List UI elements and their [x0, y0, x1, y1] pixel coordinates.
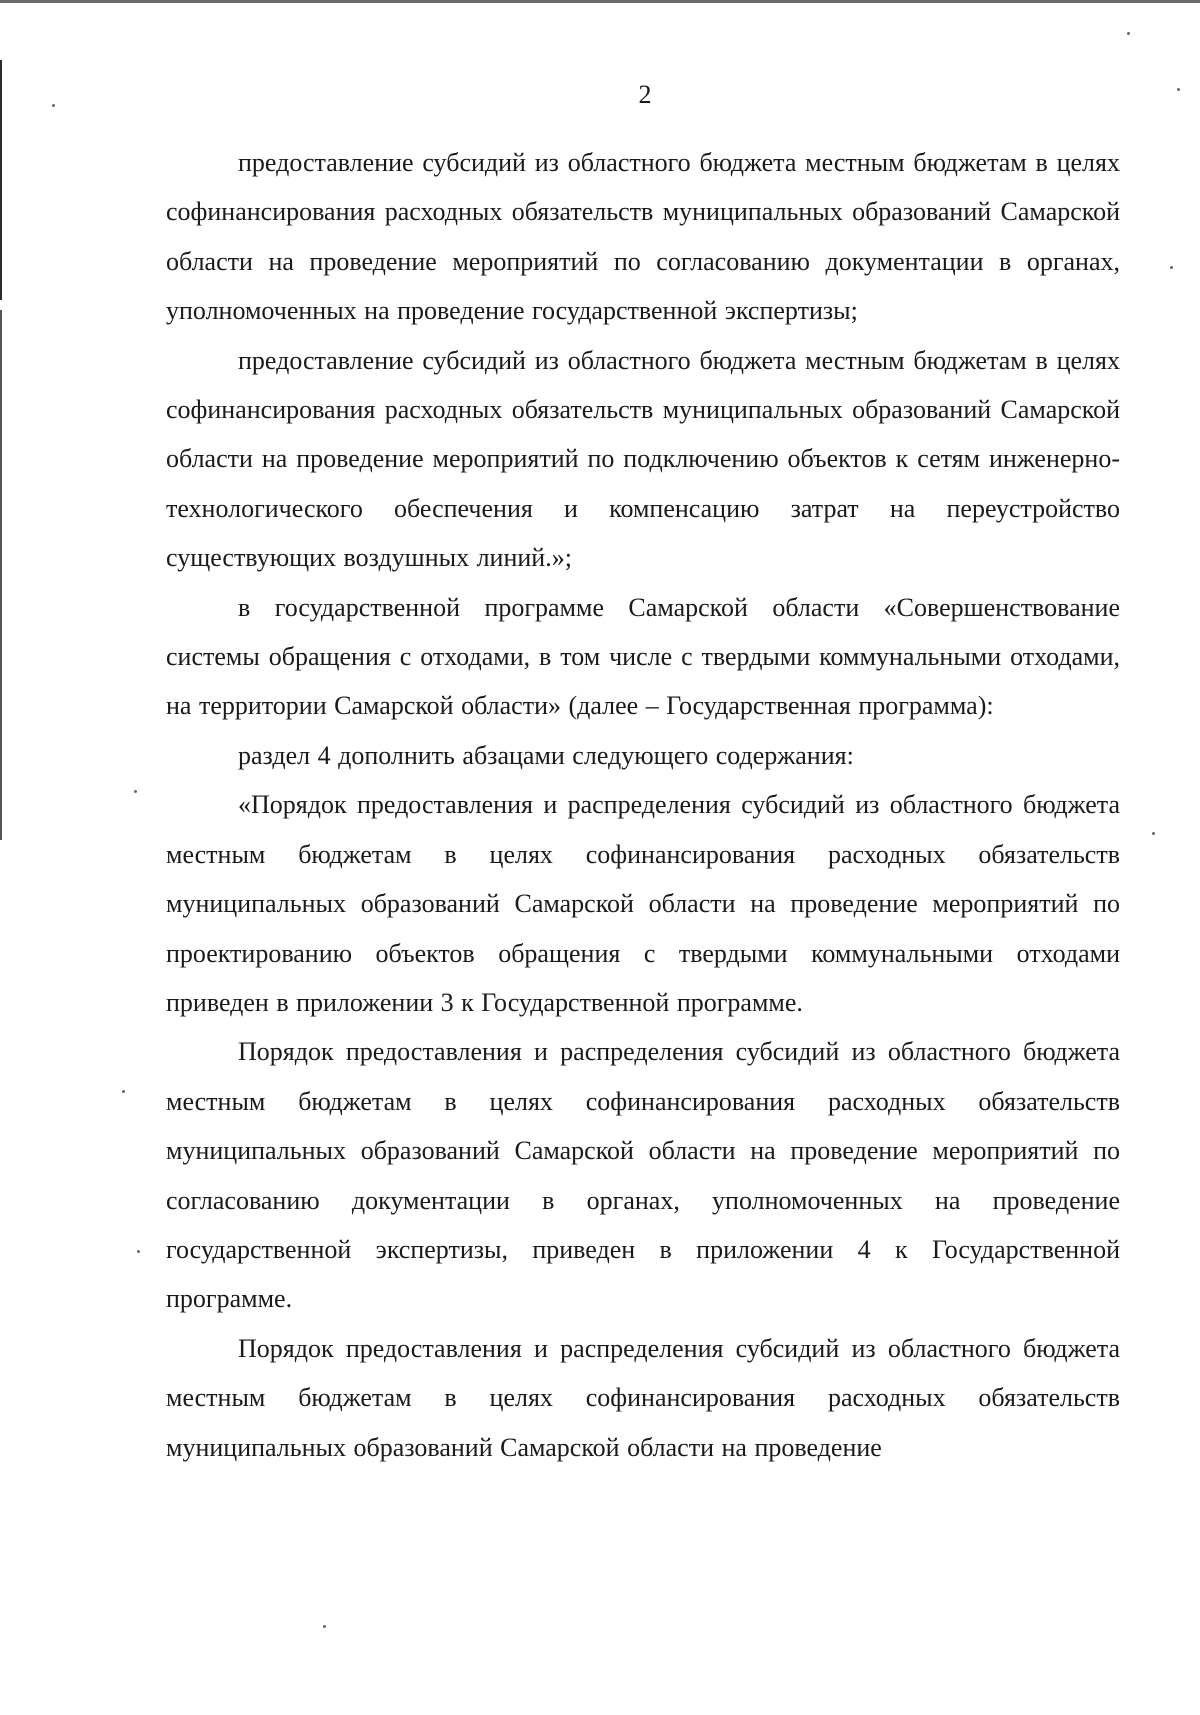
- paragraph-subsidy-state-expertise: предоставление субсидий из областного бюджета местным бюджетам в целях софинансирования расходных обязательств муниципальных образований Самарской области на проведение мероприятий по согласованию документации в органах, уполномоченных на проведение государственной экспертизы;: [166, 148, 1120, 326]
- paragraph-state-program-amendment: в государственной программе Самарской области «Совершенствование системы обращения с отходами, в том числе с твердыми коммунальными отходами, на территории Самарской области» (далее – Государственная программа):: [166, 592, 1120, 721]
- paragraph-procedure-appendix-4: Порядок предоставления и распределения субсидий из областного бюджета местным бюджетам в целях софинансирования расходных обязательств муниципальных образований Самарской области на проведение мероприятий по согласованию документации в органах, уполномоченных на проведение государственной экспертизы, приведен в приложении 4 к Государственной программе.: [166, 1037, 1120, 1314]
- scan-speck: [1152, 832, 1155, 835]
- paragraph-procedure-appendix-3: «Порядок предоставления и распределения субсидий из областного бюджета местным бюджетам в целях софинансирования расходных обязательств муниципальных образований Самарской области на проведение мероприятий по проектированию объектов обращения с твердыми коммунальными отходами приведен в приложении 3 к Государственной программе.: [166, 790, 1120, 1017]
- page-number: 2: [638, 80, 652, 109]
- scan-speck: [137, 1250, 140, 1253]
- paragraph-section-4-addition: раздел 4 дополнить абзацами следующего содержания:: [238, 740, 854, 770]
- scan-speck: [323, 1625, 326, 1628]
- paragraph-procedure-continued: Порядок предоставления и распределения субсидий из областного бюджета местным бюджетам в целях софинансирования расходных обязательств муниципальных образований Самарской области на проведение: [166, 1333, 1120, 1462]
- scan-speck: [1127, 32, 1130, 35]
- scan-top-edge: [0, 0, 1200, 3]
- paragraph-subsidy-engineering-networks: предоставление субсидий из областного бюджета местным бюджетам в целях софинансирования расходных обязательств муниципальных образований Самарской области на проведение мероприятий по подключению объектов к сетям инженерно-технологического обеспечения и компенсацию затрат на переустройство существующих воздушных линий.»;: [166, 345, 1120, 573]
- scan-left-edge-lower: [0, 310, 2, 840]
- scan-speck: [134, 790, 137, 793]
- scan-speck: [122, 1090, 125, 1093]
- document-body: [166, 138, 1120, 1472]
- scan-speck: [1170, 266, 1173, 269]
